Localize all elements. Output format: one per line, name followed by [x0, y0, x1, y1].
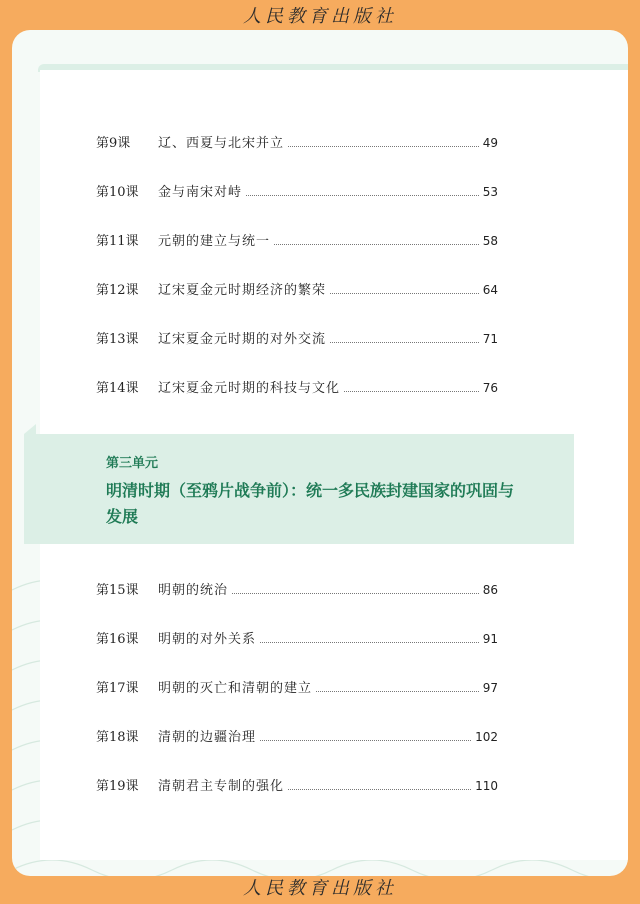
toc-entry[interactable]	[96, 775, 498, 797]
page-number: 64	[482, 283, 498, 297]
lesson-number: 第15课	[96, 583, 139, 598]
leader-dots	[260, 740, 471, 741]
page-number: 49	[482, 136, 498, 150]
toc-entry[interactable]	[96, 726, 498, 748]
lesson-title: 辽宋夏金元时期经济的繁荣	[158, 283, 327, 298]
leader-dots	[274, 244, 479, 245]
toc-entry[interactable]	[96, 132, 498, 154]
lesson-title: 明朝的灭亡和清朝的建立	[158, 681, 313, 696]
lesson-title: 元朝的建立与统一	[158, 234, 271, 249]
page-number: 53	[482, 185, 498, 199]
lesson-number: 第17课	[96, 681, 139, 696]
toc-entry[interactable]	[96, 377, 498, 399]
page-number: 110	[475, 779, 498, 793]
toc-entry[interactable]	[96, 328, 498, 350]
lesson-title: 清朝的边疆治理	[158, 730, 257, 745]
lesson-number: 第12课	[96, 283, 139, 298]
lesson-title: 金与南宋对峙	[158, 185, 243, 200]
lesson-number: 第13课	[96, 332, 139, 347]
page-number: 91	[482, 632, 498, 646]
leader-dots	[330, 293, 479, 294]
leader-dots	[344, 391, 479, 392]
page-number: 86	[482, 583, 498, 597]
lesson-number: 第11课	[96, 234, 139, 249]
page-number: 58	[482, 234, 498, 248]
toc-entry[interactable]	[96, 677, 498, 699]
toc-entry[interactable]	[96, 279, 498, 301]
toc-entry[interactable]	[96, 628, 498, 650]
page-number: 102	[475, 730, 498, 744]
lesson-title: 明朝的统治	[158, 583, 229, 598]
lesson-number: 第10课	[96, 185, 139, 200]
page-number: 97	[482, 681, 498, 695]
publisher-logo-bottom: 人民教育出版社	[243, 878, 397, 899]
toc-entry[interactable]	[96, 230, 498, 252]
unit-label: 第三单元	[106, 456, 159, 471]
lesson-number: 第9课	[96, 136, 131, 151]
lesson-title: 辽、西夏与北宋并立	[158, 136, 285, 151]
leader-dots	[316, 691, 479, 692]
leader-dots	[288, 789, 471, 790]
leader-dots	[232, 593, 479, 594]
unit-title[interactable]: 明清时期（至鸦片战争前）：统一多民族封建国家的巩固与发展	[106, 481, 515, 526]
leader-dots	[246, 195, 479, 196]
leader-dots	[288, 146, 479, 147]
lesson-title: 清朝君主专制的强化	[158, 779, 285, 794]
lesson-title: 明朝的对外关系	[158, 632, 257, 647]
lesson-title: 辽宋夏金元时期的科技与文化	[158, 381, 341, 396]
unit-band-notch	[24, 424, 36, 434]
lesson-number: 第19课	[96, 779, 139, 794]
lesson-number: 第14课	[96, 381, 139, 396]
publisher-logo-top: 人民教育出版社	[243, 6, 397, 27]
lesson-title: 辽宋夏金元时期的对外交流	[158, 332, 327, 347]
leader-dots	[330, 342, 479, 343]
page-number: 76	[482, 381, 498, 395]
page-number: 71	[482, 332, 498, 346]
lesson-number: 第16课	[96, 632, 139, 647]
leader-dots	[260, 642, 479, 643]
toc-entry[interactable]	[96, 181, 498, 203]
toc-entry[interactable]	[96, 579, 498, 601]
lesson-number: 第18课	[96, 730, 139, 745]
